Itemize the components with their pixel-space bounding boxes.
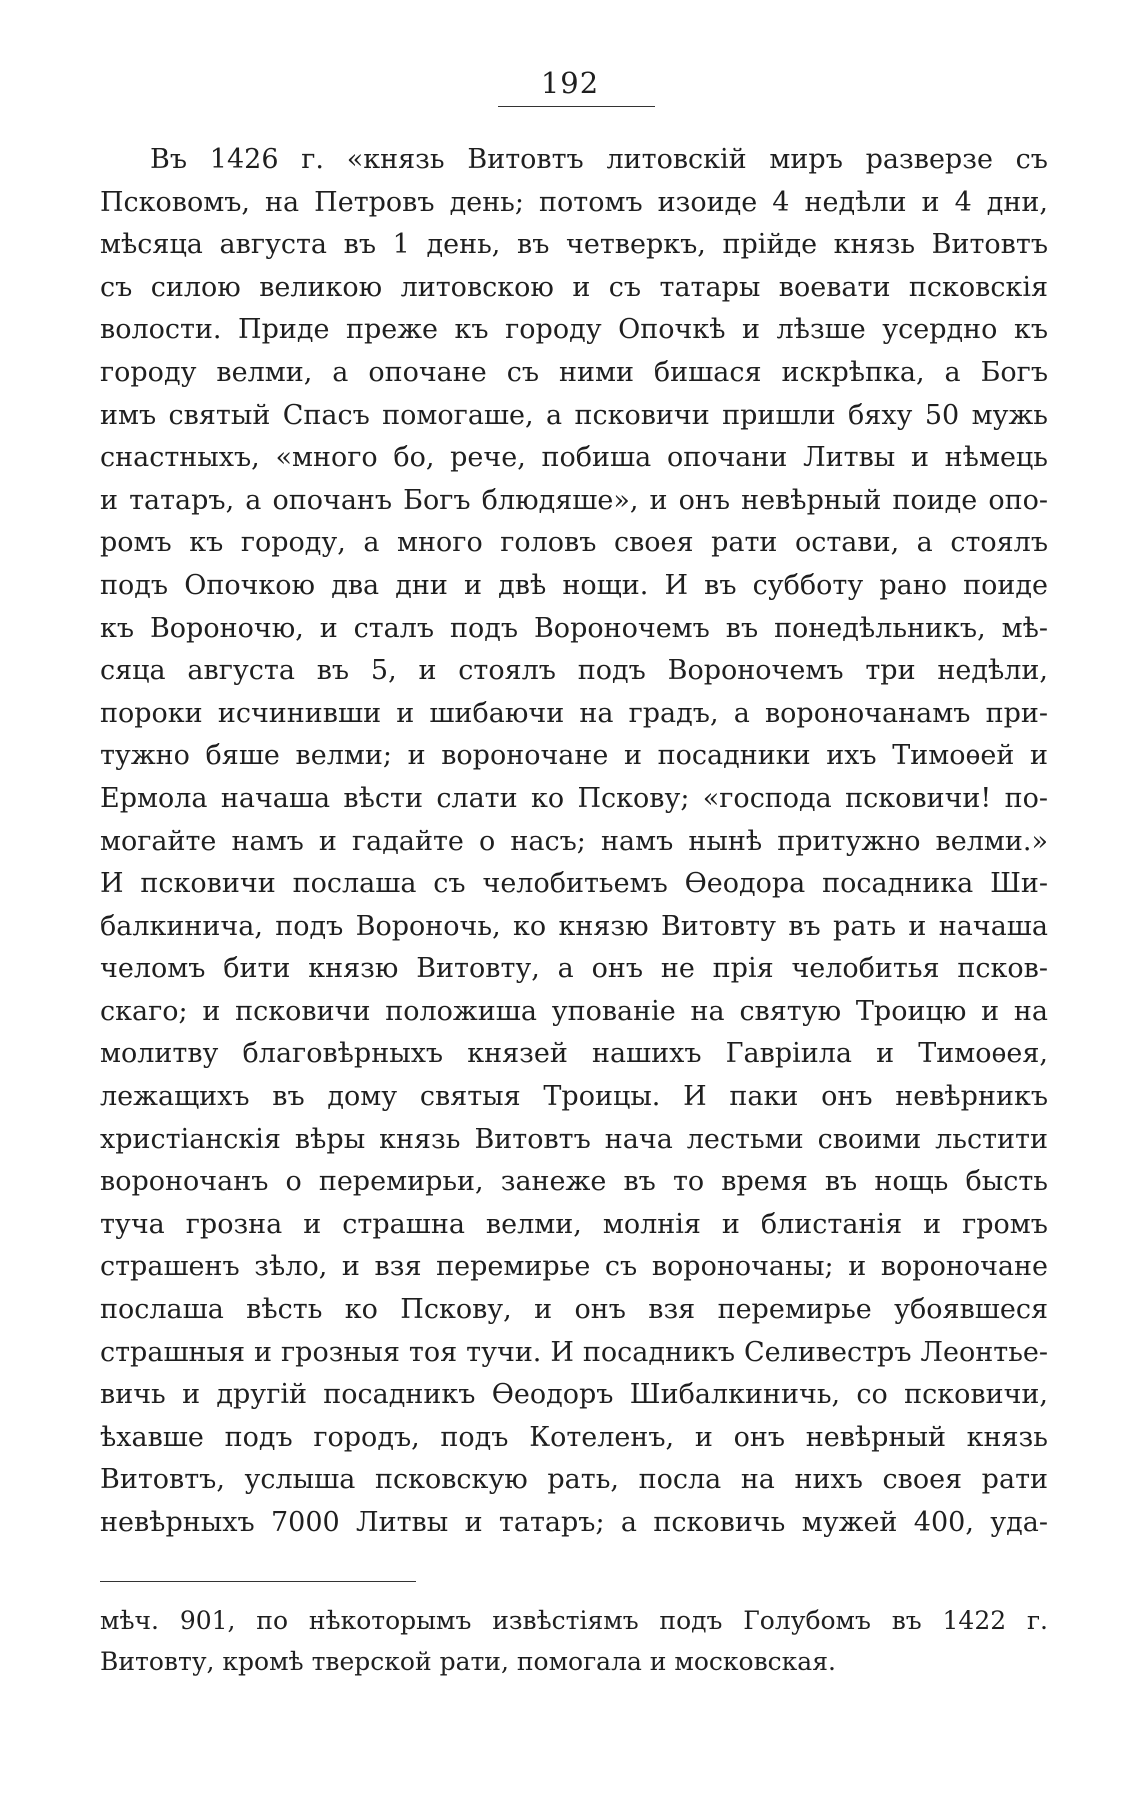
text-line: пороки исчинивши и шибаючи на градъ, а вороночанамъ при- [100,697,1048,729]
text-line: вичь и другій посадникъ Ѳеодоръ Шибалкиничь, со псковичи, [100,1379,1048,1411]
footnote-rule [100,1581,416,1582]
text-line: Псковомъ, на Петровъ день; потомъ изоиде 4 недѣли и 4 дни, [100,186,1048,218]
text-line: мѣсяца августа въ 1 день, въ четверкъ, прійде князь Витовтъ [100,229,1048,261]
text-line: сяца августа въ 5, и стоялъ подъ Вороночемъ три недѣли, [100,655,1048,687]
text-line: снастныхъ, «много бо, рече, побиша опочани Литвы и нѣмець [100,442,1048,474]
text-line: волости. Приде преже къ городу Опочкѣ и лѣзше усердно къ [100,314,1048,346]
text-line: вороночанъ о перемирьи, занеже въ то время въ нощь бысть [100,1166,1048,1198]
text-line: невѣрныхъ 7000 Литвы и татаръ; а псковичь мужей 400, уда- [100,1507,1048,1538]
text-line: съ силою великою литовскою и съ татары воевати псковскія [100,271,1048,303]
text-line: молитву благовѣрныхъ князей нашихъ Гавріила и Тимоѳея, [100,1038,1048,1070]
text-line: городу велми, а опочане съ ними бишася искрѣпка, а Богъ [100,356,1048,388]
header-rule [498,106,655,107]
text-line: имъ святый Спасъ помогаше, а псковичи пришли бяху 50 мужь [100,399,1048,431]
text-line: къ Вороночю, и сталъ подъ Вороночемъ въ понедѣльникъ, мѣ- [100,612,1048,644]
text-line: туча грозна и страшна велми, молнія и блистанія и громъ [100,1208,1048,1240]
text-line: страшенъ зѣло, и взя перемирье съ вороночаны; и вороночане [100,1251,1048,1283]
text-line: Ермола начаша вѣсти слати ко Пскову; «господа псковичи! по- [100,782,1048,814]
text-line: Витовтъ, услыша псковскую рать, посла на нихъ своея рати [100,1464,1048,1496]
footnote-line: мѣч. 901, по нѣкоторымъ извѣстіямъ подъ Голубомъ въ 1422 г. [100,1606,1048,1635]
text-line: челомъ бити князю Витовту, а онъ не прія челобитья псков- [100,953,1048,985]
footnote-line: Витовту, кромѣ тверской рати, помогала и московская. [100,1647,836,1676]
footnote [100,1600,1048,1682]
text-line: лежащихъ въ дому святыя Троицы. И паки онъ невѣрникъ [100,1081,1048,1113]
text-line: могайте намъ и гадайте о насъ; намъ нынѣ притужно велми.» [100,825,1048,857]
text-line: ѣхавше подъ городъ, подъ Котеленъ, и онъ невѣрный князь [100,1421,1048,1453]
text-line: подъ Опочкою два дни и двѣ нощи. И въ субботу рано поиде [100,569,1048,601]
text-line: Въ 1426 г. «князь Витовтъ литовскій миръ разверзе съ [150,144,1048,175]
text-line: христіанскія вѣры князь Витовтъ нача лестьми своими льстити [100,1123,1048,1155]
text-line: ромъ къ городу, а много головъ своея рати остави, а стоялъ [100,527,1048,559]
page-number: 192 [540,66,600,100]
text-line: страшныя и грозныя тоя тучи. И посадникъ Селивестръ Леонтье- [100,1336,1048,1368]
main-text [100,139,1048,1545]
text-line: скаго; и псковичи положиша упованіе на святую Троицю и на [100,995,1048,1027]
text-line: тужно бяше велми; и вороночане и посадники ихъ Тимоѳей и [100,740,1048,772]
text-line: послаша вѣсть ко Пскову, и онъ взя перемирье убоявшеся [100,1294,1048,1326]
text-line: и татаръ, а опочанъ Богъ блюдяше», и онъ невѣрный поиде опо- [100,484,1048,516]
text-line: И псковичи послаша съ челобитьемъ Ѳеодора посадника Ши- [100,868,1048,900]
text-line: балкинича, подъ Вороночь, ко князю Витовту въ рать и начаша [100,910,1048,942]
